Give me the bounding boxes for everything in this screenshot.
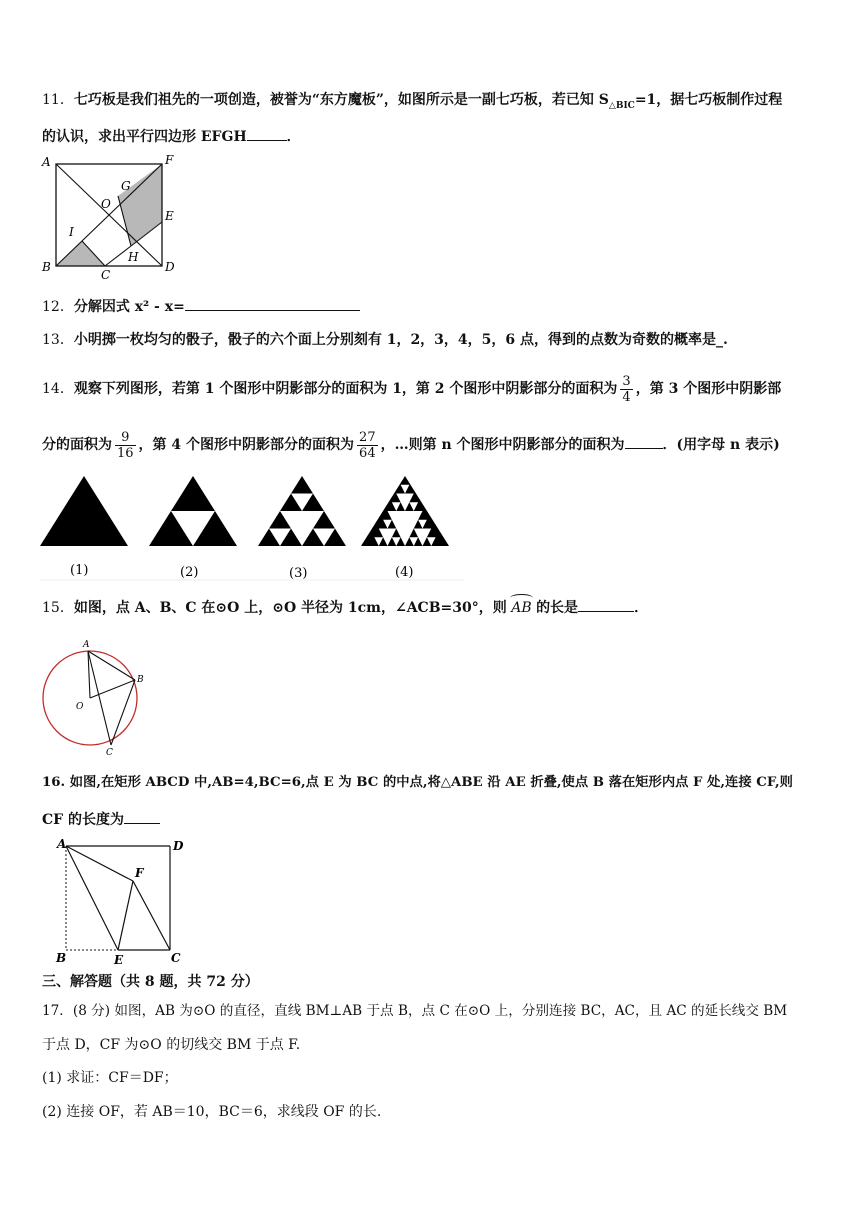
- q11-text-tail: =1，据七巧板制作过程: [634, 92, 783, 108]
- q11-tangram-figure: [38, 150, 178, 280]
- q12-number: 12．: [42, 299, 74, 315]
- q13-text: 小明掷一枚均匀的骰子，骰子的六个面上分别刻有 1，2，3，4，5，6 点，得到的点数为奇数的概率是_.: [73, 332, 728, 348]
- q16-label-f: F: [135, 866, 144, 880]
- q14-triangle-2: [149, 476, 237, 546]
- q16-text2: CF 的长度为: [42, 812, 124, 828]
- q15-text-tail: 的长是: [536, 600, 579, 616]
- q17-sub2: (2) 连接 OF，若 AB＝10，BC＝6，求线段 OF 的长.: [42, 1104, 382, 1120]
- q14-fraction-3-4: $\frac{3}{4}$: [622, 373, 631, 405]
- q16-label-c: C: [171, 951, 181, 965]
- q12-answer-blank: [185, 296, 360, 311]
- q15-number: 15．: [42, 600, 74, 616]
- q11-text2: 的认识，求出平行四边形 EFGH: [42, 129, 247, 145]
- q14-text-part6: ．(用字母 n 表示): [662, 437, 780, 453]
- q14-text-part2: ，第 3 个图形中阴影部: [635, 381, 782, 397]
- q11-label-b: B: [42, 260, 51, 274]
- q14-caption-3: (3): [289, 566, 308, 581]
- q17-sub1: (1) 求证：CF＝DF；: [42, 1070, 178, 1086]
- q15-label-b: B: [137, 675, 144, 685]
- q14-sierpinski-figures: [40, 476, 464, 584]
- q14-caption-1: (1): [70, 563, 89, 578]
- q14-answer-blank: [625, 434, 663, 449]
- q11-line2: [42, 126, 301, 147]
- q13-number: 13．: [42, 332, 74, 348]
- q12-line: [42, 296, 360, 317]
- q16-line1: 16. 如图,在矩形 ABCD 中,AB=4,BC=6,点 E 为 BC 的中点,将△ABE 沿 AE 折叠,使点 B 落在矩形内点 F 处,连接 CF,则: [42, 775, 793, 790]
- q11-text: 七巧板是我们祖先的一项创造，被誉为“东方魔板”，如图所示是一副七巧板，若已知 S: [73, 92, 609, 108]
- q11-label-o: O: [101, 197, 111, 211]
- q15-arc-ab: AB: [511, 600, 532, 616]
- q14-triangle-4: [361, 476, 449, 546]
- q16-label-b: B: [56, 951, 67, 965]
- q11-label-c: C: [101, 268, 111, 280]
- q14-text-part5: ，…则第 n 个图形中阴影部分的面积为: [380, 437, 625, 453]
- q14-fraction-27-64: $\frac{27}{64}$: [359, 429, 376, 461]
- q15-end: ．: [634, 600, 649, 616]
- q15-answer-blank: [578, 597, 634, 612]
- q14-number: 14．: [42, 381, 74, 397]
- q15-line: [42, 597, 648, 618]
- q11-triangle-bic: [56, 241, 105, 266]
- q11-subscript: △BIC: [608, 100, 635, 111]
- q14-text-part4: ，第 4 个图形中阴影部分的面积为: [138, 437, 355, 453]
- q14-caption-2: (2): [180, 565, 199, 580]
- q11-label-g: G: [121, 179, 131, 193]
- q15-text: 如图，点 A、B、C 在⊙O 上，⊙O 半径为 1cm，∠ACB=30°，则: [73, 600, 507, 616]
- q16-answer-blank: [124, 809, 160, 824]
- q14-triangle-3: [258, 476, 346, 546]
- q16-rectangle-figure: [52, 836, 192, 968]
- q16-label-e: E: [114, 953, 124, 967]
- q11-label-a: A: [42, 155, 51, 169]
- q13-line: [42, 330, 728, 350]
- q15-label-o: O: [76, 702, 84, 712]
- q11-answer-blank: [247, 126, 287, 141]
- q15-label-a: A: [83, 640, 90, 650]
- q11-parallelogram-efgh: [118, 164, 162, 246]
- q16-label-d: D: [173, 839, 184, 853]
- q11-label-f: F: [165, 153, 174, 167]
- section-3-heading: 三、解答题（共 8 题，共 72 分）: [42, 974, 259, 990]
- q14-fraction-9-16: $\frac{9}{16}$: [117, 429, 134, 461]
- q16-line2: [42, 809, 160, 830]
- q17-line2: 于点 D，CF 为⊙O 的切线交 BM 于点 F.: [42, 1037, 301, 1053]
- q11-number: 11．: [42, 92, 74, 108]
- q11-label-d: D: [165, 260, 175, 274]
- q14-caption-4: (4): [395, 565, 414, 580]
- q14-text-part3: 分的面积为: [42, 437, 112, 453]
- q16-label-a: A: [57, 837, 67, 851]
- q14-line2: [42, 428, 780, 462]
- q11-end: ．: [286, 129, 301, 145]
- q11-label-i: I: [69, 225, 74, 239]
- q15-circle-figure: [36, 636, 156, 758]
- q11-line1: [42, 90, 782, 116]
- q14-line1: [42, 372, 781, 406]
- q11-label-e: E: [165, 209, 174, 223]
- q14-triangle-1: [40, 476, 128, 546]
- q17-line1: 17．(8 分) 如图，AB 为⊙O 的直径，直线 BM⊥AB 于点 B，点 C 在⊙O 上，分别连接 BC，AC，且 AC 的延长线交 BM: [42, 1003, 788, 1019]
- q14-text-part1: 观察下列图形，若第 1 个图形中阴影部分的面积为 1，第 2 个图形中阴影部分的面积为: [73, 381, 618, 397]
- q12-text: 分解因式 x² - x=: [73, 299, 185, 315]
- q11-label-h: H: [128, 250, 139, 264]
- q15-label-c: C: [106, 748, 113, 758]
